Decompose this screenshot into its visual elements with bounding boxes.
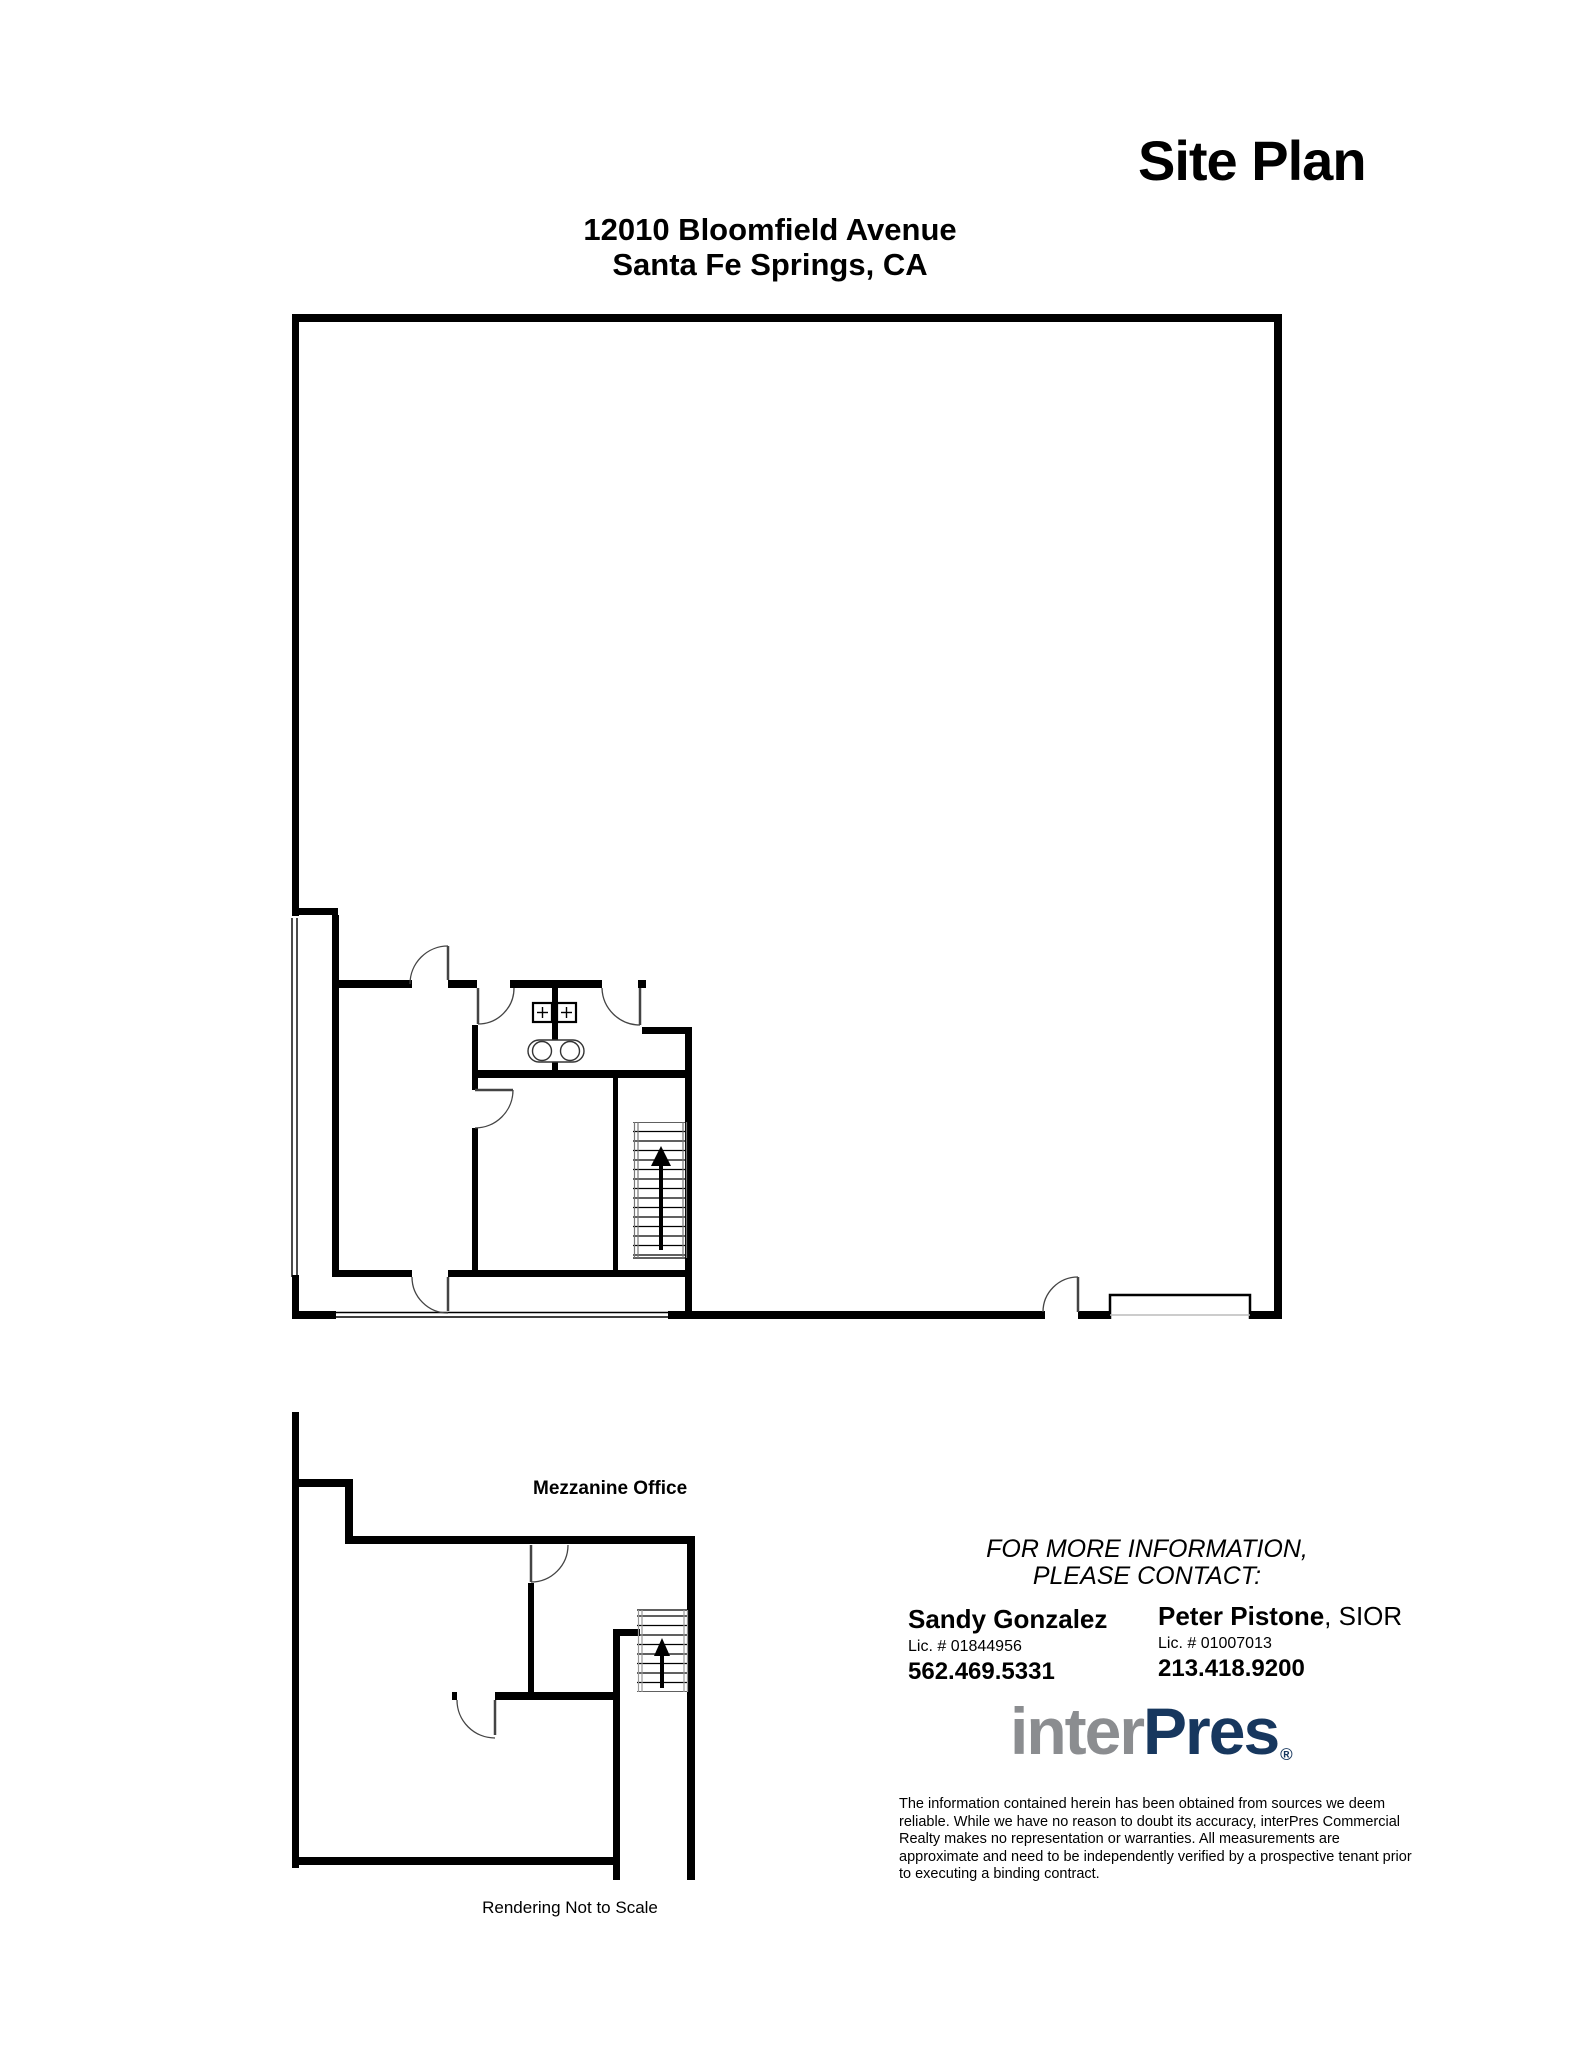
door-warehouse: [410, 946, 448, 984]
restroom-toilets: [528, 1040, 584, 1062]
door-restroom-right: [602, 988, 640, 1025]
mezzanine-floor-plan: [280, 1395, 710, 1895]
exterior-walls: [292, 314, 1282, 1319]
agent-phone: 213.418.9200: [1158, 1655, 1305, 1682]
agent-phone: 562.469.5331: [908, 1658, 1055, 1685]
mezzanine-label: Mezzanine Office: [533, 1478, 688, 1499]
recessed-entry: [1110, 1295, 1250, 1319]
door-restroom-left: [478, 988, 514, 1024]
disclaimer-line: reliable. While we have no reason to doubt its accuracy, interPres Commercial: [899, 1813, 1401, 1830]
property-address: [450, 212, 1090, 282]
agent-name: Sandy Gonzalez: [908, 1604, 1108, 1634]
interpres-logo: [1010, 1694, 1293, 1768]
rendering-scale-note: Rendering Not to Scale: [482, 1898, 658, 1917]
disclaimer-line: Realty makes no representation or warranties. All measurements are: [899, 1831, 1340, 1848]
agent-card-sandy: [908, 1606, 1107, 1684]
contact-heading-line-1: FOR MORE INFORMATION,: [986, 1535, 1308, 1563]
disclaimer-text: [899, 1796, 1412, 1884]
agent-name: Peter Pistone, SIOR: [1158, 1601, 1403, 1631]
agent-license: Lic. # 01844956: [908, 1638, 1022, 1655]
contact-heading-line-2: PLEASE CONTACT:: [1032, 1562, 1262, 1590]
stairs-mezzanine: [637, 1610, 688, 1692]
agent-card-peter: [1158, 1603, 1402, 1681]
door-front-entry: [1043, 1277, 1078, 1312]
address-line-2: Santa Fe Springs, CA: [612, 247, 928, 282]
disclaimer-line: to executing a binding contract.: [899, 1866, 1100, 1883]
registered-trademark-icon: ®: [1280, 1745, 1293, 1764]
door-middle-room: [475, 1090, 513, 1128]
door-mezzanine-top: [531, 1545, 568, 1582]
disclaimer-line: approximate and need to be independently verified by a prospective tenant prior: [899, 1848, 1412, 1865]
contact-heading: [897, 1536, 1397, 1590]
logo-text-pres: Pres: [1143, 1694, 1279, 1768]
address-line-1: 12010 Bloomfield Avenue: [583, 212, 957, 247]
logo-text-inter: inter: [1010, 1694, 1144, 1768]
stairs-main: [633, 1122, 688, 1258]
disclaimer-line: The information contained herein has been obtained from sources we deem: [899, 1796, 1386, 1812]
page-title: Site Plan: [1138, 129, 1366, 192]
main-floor-plan: [280, 300, 1310, 1340]
door-front-office: [412, 1277, 448, 1313]
agent-license: Lic. # 01007013: [1158, 1635, 1272, 1652]
door-mezzanine-room: [457, 1700, 495, 1738]
